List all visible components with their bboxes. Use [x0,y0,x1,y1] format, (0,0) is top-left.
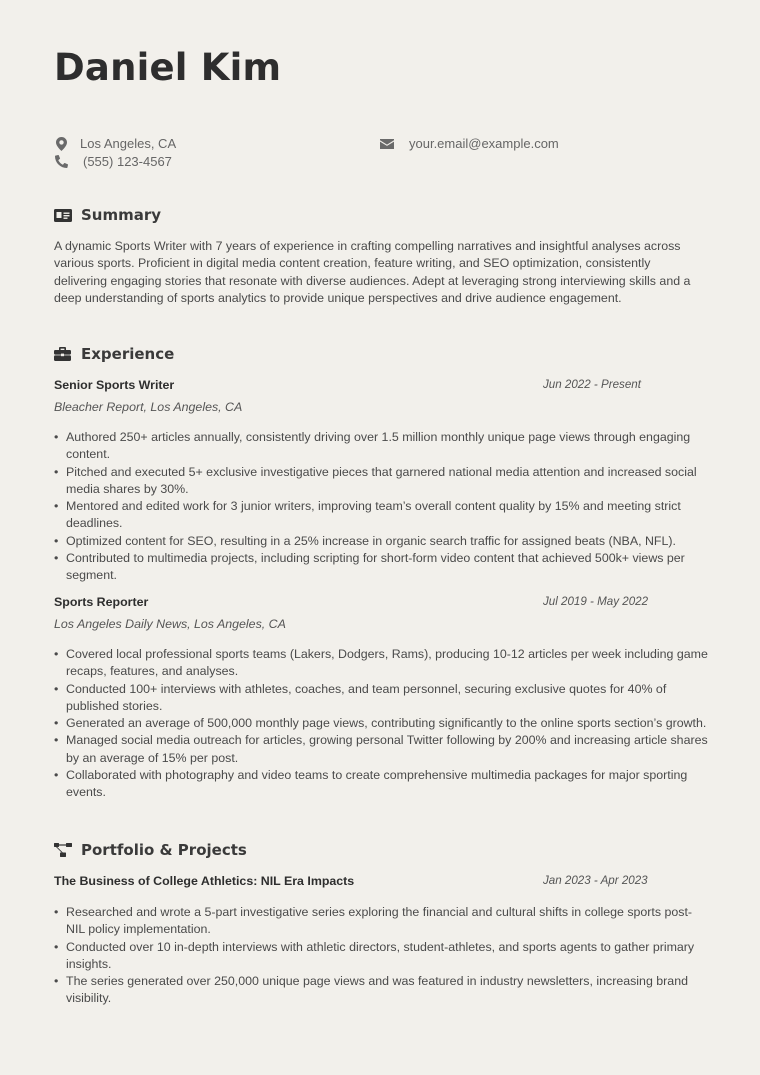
list-item: • Conducted over 10 in-depth interviews with athletic directors, student-athletes, and sports agents to gather primary insights. [54,939,710,974]
phone-icon [54,155,68,169]
project-dates: Jan 2023 - Apr 2023 [543,874,648,887]
project-bullets [54,904,710,1008]
list-item: • Authored 250+ articles annually, consistently driving over 1.5 million monthly unique page views through engaging content. [54,429,710,464]
contact-email [380,136,559,151]
id-card-icon [54,208,72,222]
list-item: • Researched and wrote a 5-part investigative series exploring the financial and cultural shifts in college sports post-NIL policy implementation. [54,904,710,939]
list-item: • Conducted 100+ interviews with athletes, coaches, and team personnel, securing exclusive quotes for 40% of published stories. [54,681,710,716]
map-marker-icon [54,137,68,151]
projects-heading-text: Portfolio & Projects [81,841,247,859]
job-organization: Bleacher Report, Los Angeles, CA [54,400,243,414]
experience-heading-text: Experience [81,345,175,363]
location-text: Los Angeles, CA [80,136,177,151]
projects-heading [54,841,247,859]
briefcase-icon [54,347,72,361]
phone-text: (555) 123-4567 [83,154,172,169]
job-dates: Jun 2022 - Present [543,378,641,391]
job-organization: Los Angeles Daily News, Los Angeles, CA [54,617,286,631]
project-diagram-icon [54,843,72,857]
contact-location [54,136,176,151]
job-bullets [54,646,710,802]
summary-text: A dynamic Sports Writer with 7 years of experience in crafting compelling narratives and insightful analyses across various sports. Proficient in digital media content creation, feature writing, and SEO optimization, consistently delivering engaging stories that resonate with diverse audiences. Adept at leveraging strong interviewing skills and a deep understanding of sports analytics to provide unique perspectives and drive audience engagement. [54,239,691,305]
contact-phone [54,154,172,169]
email-text[interactable]: your.email@example.com [409,136,559,151]
list-item: • Contributed to multimedia projects, including scripting for short-form video content that achieved 500k+ views per segment. [54,550,710,585]
list-item: • Mentored and edited work for 3 junior writers, improving team’s overall content quality by 15% and meeting strict deadlines. [54,498,710,533]
list-item: • Pitched and executed 5+ exclusive investigative pieces that garnered national media attention and increased social media shares by 30%. [54,464,710,499]
list-item: • Managed social media outreach for articles, growing personal Twitter following by 200% and increasing article shares by an average of 15% per post. [54,732,710,767]
envelope-icon [380,137,394,151]
list-item: • Covered local professional sports teams (Lakers, Dodgers, Rams), producing 10-12 articles per week including game recaps, features, and analyses. [54,646,710,681]
job-title: Senior Sports Writer [54,378,175,392]
summary-heading [54,206,161,224]
project-title: The Business of College Athletics: NIL Era Impacts [54,874,355,888]
job-dates: Jul 2019 - May 2022 [543,595,649,608]
list-item: • The series generated over 250,000 unique page views and was featured in industry newsletters, increasing brand visibility. [54,973,710,1008]
summary-heading-text: Summary [81,206,162,224]
candidate-name: Daniel Kim [54,46,282,89]
experience-heading [54,345,174,363]
job-bullets [54,429,710,585]
job-title: Sports Reporter [54,595,149,609]
list-item: • Collaborated with photography and video teams to create comprehensive multimedia packages for major sporting events. [54,767,710,802]
list-item: • Generated an average of 500,000 monthly page views, contributing significantly to the online sports section’s growth. [54,715,710,732]
list-item: • Optimized content for SEO, resulting in a 25% increase in organic search traffic for assigned beats (NBA, NFL). [54,533,710,550]
